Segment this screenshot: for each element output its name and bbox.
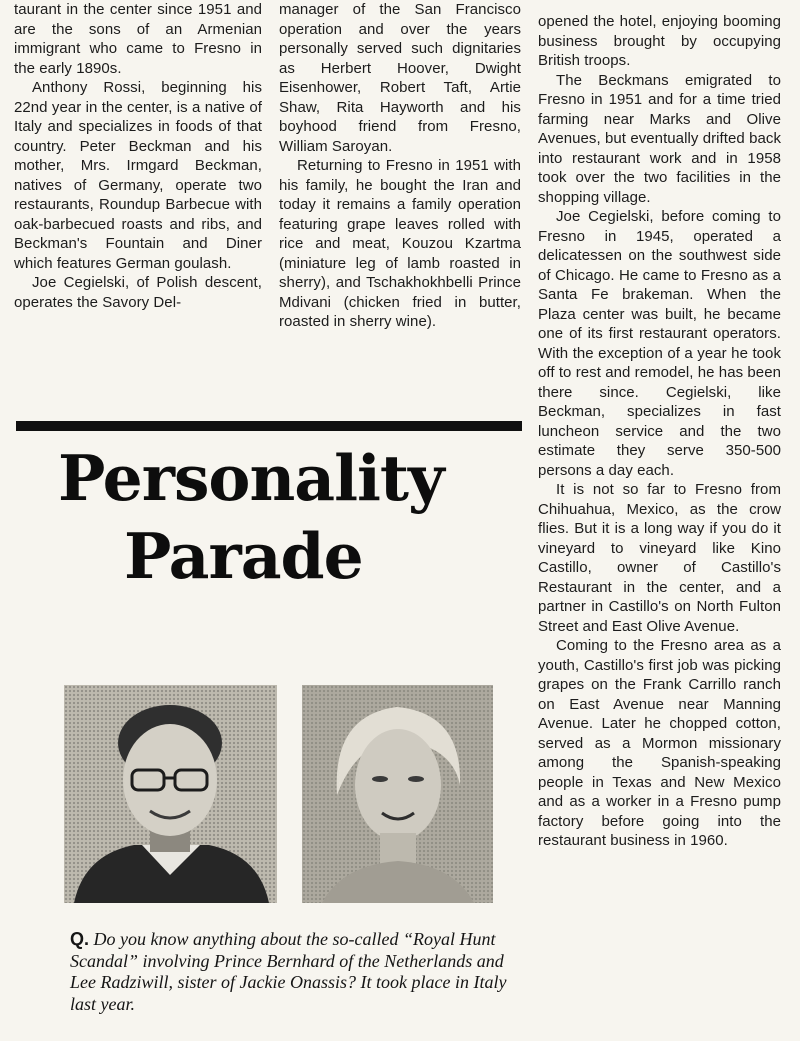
portrait-photo-woman <box>302 685 493 903</box>
paragraph: Joe Cegielski, of Polish descent, operates the Savory Del- <box>14 274 262 311</box>
portrait-photo-man <box>64 685 277 903</box>
article-column-left <box>14 0 262 312</box>
question-text-block <box>70 929 510 1015</box>
paragraph: Anthony Rossi, beginning his 22nd year in the center, is a native of Italy and specializes in foods of that country. Peter Beckman and his mother, Mrs. Irmgard Beckman, natives of Germany, operate two restaurants, Roundup Barbecue with oak-barbecued roasts and ribs, and Beckman's Fountain and Diner which features German goulash. <box>14 79 262 272</box>
paragraph: Returning to Fresno in 1951 with his family, he bought the Iran and today it remains a family operation featuring grape leaves rolled with rice and meat, Kouzou Kzartma (miniature leg of lamb roasted in sherry), and Tschakhokhbelli Prince Mdivani (chicken fried in butter, roasted in sherry wine). <box>279 157 521 330</box>
article-column-middle <box>279 0 521 332</box>
question-body: Do you know anything about the so-called “Royal Hunt Scandal” involving Prince Bernhard of the Netherlands and Lee Radziwill, sister of Jackie Onassis? It took place in Italy last year. <box>70 929 507 1014</box>
feature-headline-line-1: Personality <box>58 441 444 515</box>
paragraph: Coming to the Fresno area as a youth, Castillo's first job was picking grapes on the Frank Carrillo ranch on East Avenue near Manning Avenue. Later he chopped cotton, served as a Mormon missionary among the Spanish-speaking people in Texas and New Mexico and as a worker in a Fresno pump factory before going into the restaurant business in 1960. <box>538 637 781 849</box>
paragraph: manager of the San Francisco operation and over the years personally served such dignitaries as Herbert Hoover, Dwight Eisenhower, Robert Taft, Artie Shaw, Rita Hayworth and his boyhood friend from Fresno, William Saroyan. <box>279 1 521 155</box>
paragraph: Joe Cegielski, before coming to Fresno in 1945, operated a delicatessen on the southwest side of Chicago. He came to Fresno as a Santa Fe brakeman. When the Plaza center was built, he became one of its first restaurant operators. With the exception of a year he took off to rest and remodel, he has been there since. Cegielski, like Beckman, specializes in fast luncheon service and the two estimate they serve 350-500 persons a day each. <box>538 208 781 479</box>
paragraph: taurant in the center since 1951 and are the sons of an Armenian immigrant who came to Fresno in the early 1890s. <box>14 1 262 77</box>
paragraph: It is not so far to Fresno from Chihuahua, Mexico, as the crow flies. But it is a long way if you do it vineyard to vineyard like Kino Castillo, owner of Castillo's Restaurant in the center, and a partner in Castillo's on North Fulton Street and East Olive Avenue. <box>538 481 781 635</box>
article-column-right <box>538 12 781 851</box>
section-divider-rule <box>16 421 522 431</box>
question-label: Q. <box>70 929 90 949</box>
feature-headline-line-2: Parade <box>124 519 363 593</box>
paragraph: The Beckmans emigrated to Fresno in 1951 and for a time tried farming near Marks and Olive Avenues, but eventually drifted back into restaurant work and in 1958 took over the two facilities in the shopping village. <box>538 71 781 206</box>
paragraph: opened the hotel, enjoying booming business brought by occupying British troops. <box>538 13 781 69</box>
